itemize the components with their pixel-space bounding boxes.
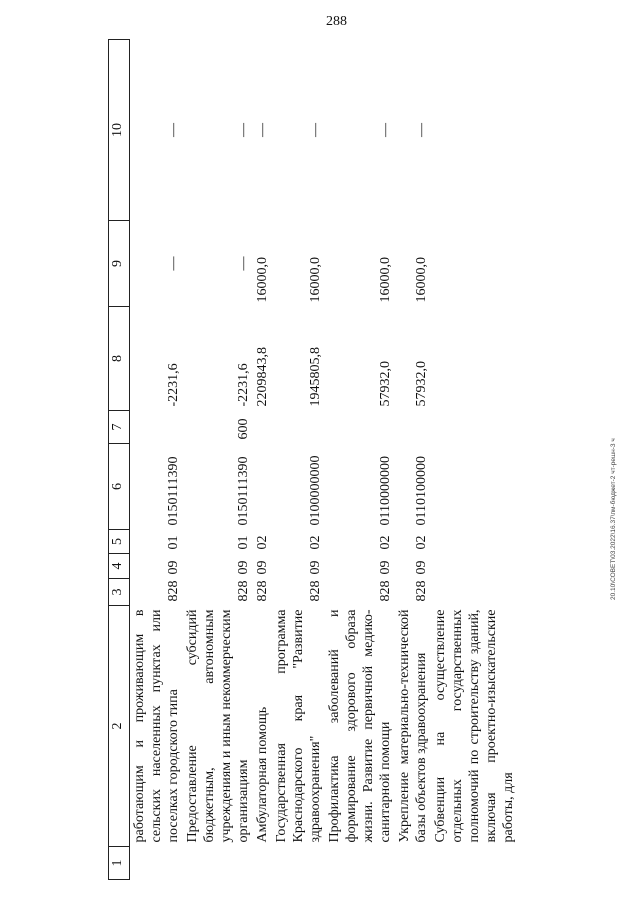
cell-c5: 02 [378, 535, 393, 550]
cell-c10: — [414, 123, 429, 137]
cell-c6: 0150111390 [236, 456, 251, 526]
cell-c3 [431, 579, 518, 606]
cell-c4: 09 [166, 560, 181, 575]
cell-c8: 2209843,8 [255, 347, 270, 407]
cell-c7 [395, 411, 431, 444]
row-name: Субвенции на осуществление отдельных государственных полномочий по строительству зданий, включая проектно-изыскательские работы, для [433, 609, 516, 843]
row-number-cell [431, 847, 518, 880]
cell-c9: 16000,0 [308, 257, 323, 303]
cell-c9: 16000,0 [255, 257, 270, 303]
cell-c6: 0110000000 [378, 456, 393, 526]
cell-c3: 828 [166, 580, 181, 602]
cell-c8: -2231,6 [166, 363, 181, 407]
cell-c3: 828 [308, 580, 323, 602]
column-header: 1 [109, 847, 130, 880]
cell-c8: -2231,6 [236, 363, 251, 407]
cell-c7 [431, 411, 518, 444]
cell-c8: 57932,0 [414, 361, 429, 407]
table-header-row [109, 40, 130, 880]
row-name: Профилактика заболеваний и формирование здорового образа жизни. Развитие первичной медико-санитарной помощи [327, 609, 393, 843]
table-row [272, 40, 325, 880]
row-number-cell [183, 847, 253, 880]
page-number: 288 [326, 14, 347, 29]
table-row [253, 40, 272, 880]
cell-c9: 16000,0 [414, 257, 429, 303]
row-name: Укрепление материально-технической базы объектов здравоохранения [397, 609, 429, 843]
cell-c4 [431, 554, 518, 579]
cell-c10: — [308, 123, 323, 137]
row-number-cell [395, 847, 431, 880]
cell-c7 [253, 411, 272, 444]
cell-c10: — [236, 123, 251, 137]
cell-c3: 828 [255, 580, 270, 602]
cell-c5: 01 [236, 535, 251, 550]
column-header: 6 [109, 444, 130, 530]
row-number-cell [130, 847, 184, 880]
table-row [395, 40, 431, 880]
table-row [325, 40, 395, 880]
column-header: 5 [109, 530, 130, 554]
cell-c6: 0150111390 [166, 456, 181, 526]
cell-c10 [431, 40, 518, 221]
cell-c4: 09 [308, 560, 323, 575]
column-header: 9 [109, 221, 130, 307]
cell-c3: 828 [236, 580, 251, 602]
column-header: 7 [109, 411, 130, 444]
column-header: 2 [109, 606, 130, 847]
cell-c10: — [166, 123, 181, 137]
cell-c3: 828 [378, 580, 393, 602]
cell-c10: — [255, 123, 270, 137]
rotated-page-content [108, 40, 532, 880]
cell-c7 [130, 411, 184, 444]
cell-c4: 09 [255, 560, 270, 575]
cell-c5: 02 [308, 535, 323, 550]
cell-c8: 1945805,8 [308, 347, 323, 407]
column-header: 8 [109, 307, 130, 411]
cell-c5: 02 [414, 535, 429, 550]
cell-c4: 09 [414, 560, 429, 575]
cell-c8: 57932,0 [378, 361, 393, 407]
cell-c6: 0110100000 [414, 456, 429, 526]
row-number-cell [253, 847, 272, 880]
column-header: 10 [109, 40, 130, 221]
budget-table [108, 39, 518, 880]
cell-c3: 828 [414, 580, 429, 602]
cell-c7 [272, 411, 325, 444]
cell-c4: 09 [236, 560, 251, 575]
cell-c9 [431, 221, 518, 307]
row-name: Амбулаторная помощь [255, 706, 270, 843]
column-header: 4 [109, 554, 130, 579]
document-stamp: 20.10\СОВЕТ\03.2022\16.37\пм-бюджет-2 чт-решн-3 ч [610, 438, 617, 600]
cell-c5 [431, 530, 518, 554]
row-number-cell [325, 847, 395, 880]
table-row [130, 40, 184, 880]
cell-c7 [325, 411, 395, 444]
cell-c9: 16000,0 [378, 257, 393, 303]
cell-c5: 01 [166, 535, 181, 550]
cell-c7: 600 [236, 418, 251, 440]
cell-c5: 02 [255, 535, 270, 550]
column-header: 3 [109, 579, 130, 606]
cell-c4: 09 [378, 560, 393, 575]
row-name: Государственная программа Краснодарского края "Развитие здравоохранения" [274, 609, 323, 843]
cell-c9: — [166, 256, 181, 271]
cell-c9: — [236, 256, 251, 271]
cell-c6 [431, 444, 518, 530]
table-row [431, 40, 518, 880]
table-row [183, 40, 253, 880]
row-number-cell [272, 847, 325, 880]
cell-c6: 0100000000 [308, 455, 323, 526]
cell-c6 [253, 444, 272, 530]
cell-c10: — [378, 123, 393, 137]
cell-c8 [431, 307, 518, 411]
row-name: Предоставление субсидий бюджетным, автономным учреждениям и иным некоммерческим организациям [185, 609, 251, 843]
row-name: работающим и проживающим в сельских населенных пунктах или поселках городского типа [132, 609, 181, 843]
